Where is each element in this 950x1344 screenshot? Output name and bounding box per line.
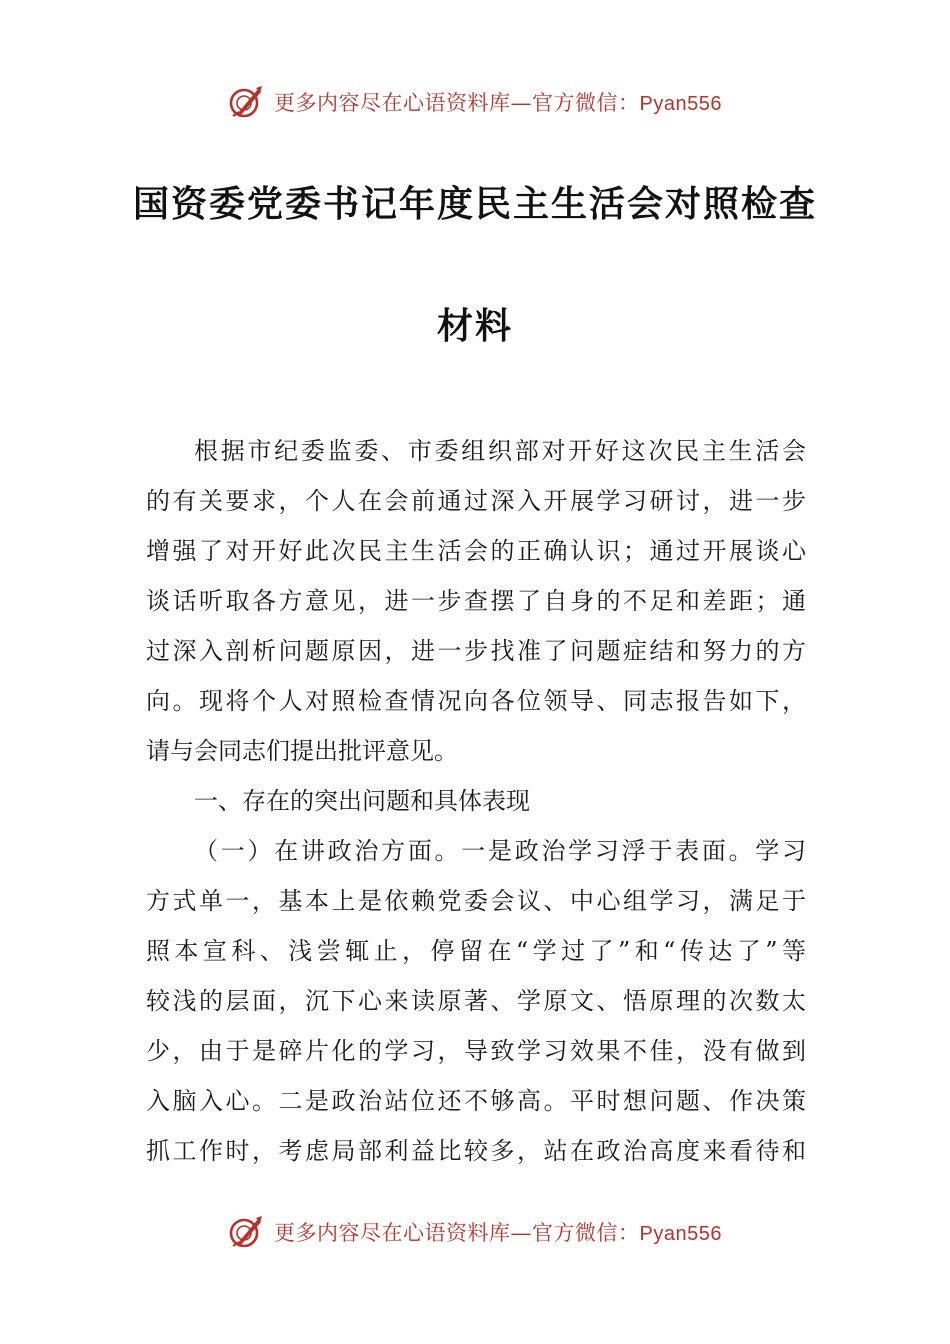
- pen-nib-circle-logo-icon: [228, 84, 264, 120]
- body-line: 较浅的层面，沉下心来读原著、学原文、悟原理的次数太: [146, 987, 806, 1015]
- watermark-banner-bottom: [0, 1212, 950, 1252]
- watermark-banner-top: [0, 82, 950, 122]
- watermark-text: [274, 87, 722, 117]
- body-line: 入脑入心。二是政治站位还不够高。平时想问题、作决策: [146, 1087, 806, 1115]
- pen-nib-circle-logo-icon: [228, 1214, 264, 1250]
- watermark-official-text: 官方微信：: [532, 91, 640, 115]
- body-line: 请与会同志们提出批评意见。: [146, 737, 458, 765]
- document-body: [146, 426, 806, 1176]
- body-line: （一）在讲政治方面。一是政治学习浮于表面。学习: [194, 837, 806, 865]
- body-line: 过深入剖析问题原因，进一步找准了问题症结和努力的方: [146, 637, 806, 665]
- watermark-cn-text: 更多内容尽在心语资料库—: [274, 1221, 533, 1245]
- document-title-line-1: 国资委党委书记年度民主生活会对照检查: [132, 184, 817, 225]
- body-line: 抓工作时，考虑局部利益比较多，站在政治高度来看待和: [146, 1137, 806, 1165]
- body-line: 根据市纪委监委、市委组织部对开好这次民主生活会: [194, 437, 806, 465]
- body-line: 的有关要求，个人在会前通过深入开展学习研讨，进一步: [146, 487, 806, 515]
- body-line: 方式单一，基本上是依赖党委会议、中心组学习，满足于: [146, 887, 806, 915]
- body-line: 照本宣科、浅尝辄止，停留在“学过了”和“传达了”等: [146, 937, 806, 965]
- watermark-official-text: 官方微信：: [532, 1221, 640, 1245]
- watermark-text: [274, 1217, 722, 1247]
- watermark-id-text: Pyan556: [639, 93, 722, 115]
- watermark-cn-text: 更多内容尽在心语资料库—: [274, 91, 533, 115]
- body-line: 少，由于是碎片化的学习，导致学习效果不佳，没有做到: [146, 1037, 806, 1065]
- body-line: 增强了对开好此次民主生活会的正确认识；通过开展谈心: [146, 537, 806, 565]
- body-line: 向。现将个人对照检查情况向各位领导、同志报告如下，: [146, 687, 806, 715]
- document-title-line-2: 材料: [436, 306, 513, 347]
- section-heading: 一、存在的突出问题和具体表现: [194, 787, 530, 815]
- watermark-id-text: Pyan556: [639, 1223, 722, 1245]
- body-line: 谈话听取各方意见，进一步查摆了自身的不足和差距；通: [146, 587, 806, 615]
